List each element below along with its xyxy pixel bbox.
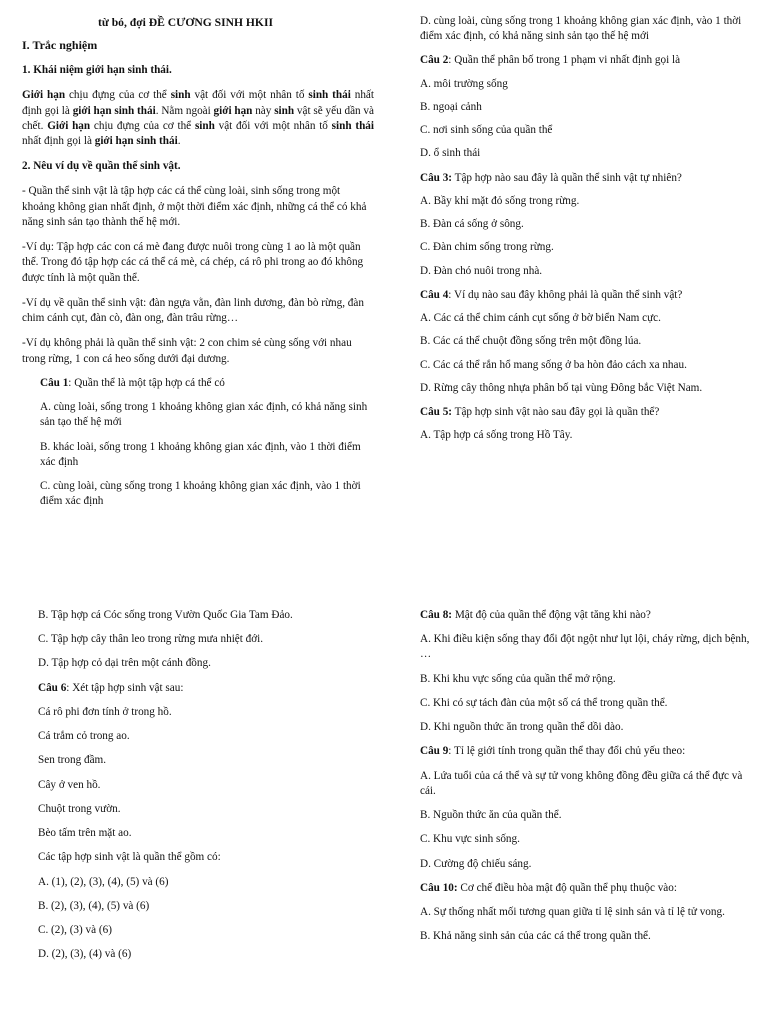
answer-option: D. ổ sinh thái [420,147,481,160]
question-prompt: Các tập hợp sinh vật là quần thể gồm có: [38,851,221,864]
heading-text: 1. Khái niệm giới hạn sinh thái. [22,64,172,77]
question-label: Câu 4 [420,288,449,301]
question-8 [420,608,752,623]
answer-option: B. Đàn cá sống ở sông. [420,218,524,231]
heading-limit-definition [22,63,374,78]
list-item: Cây ở ven hồ. [38,778,101,791]
page1-left-column [22,0,374,509]
example-paragraph: -Ví dụ: Tập hợp các con cá mè đang được nuôi trong cùng 1 ao là một quần thể. Trong đó tập hợp các cá thể cá mè, cá chép, cá rô phi trong ao đó không được tính là một quần thể. [22,241,364,284]
answer-option: A. Lứa tuổi của cá thể và sự tử vong không đồng đều giữa cá thể đực và cái. [420,769,743,797]
question-text: Tập hợp nào sau đây là quần thể sinh vật tự nhiên? [452,171,682,184]
answer-option: C. Các cá thể rắn hổ mang sống ở ba hòn đảo cách xa nhau. [420,358,687,371]
answer-option: B. (2), (3), (4), (5) và (6) [38,899,150,912]
question-label: Câu 10: [420,881,458,894]
question-text: Cơ chế điều hòa mật độ quần thể phụ thuộc vào: [457,881,677,894]
def-text: nhất định gọi là [22,135,95,148]
question-label: Câu 9 [420,745,449,758]
answer-option: A. Các cá thể chim cánh cụt sống ở bờ biển Nam cực. [420,312,661,325]
question-label: Câu 1 [40,376,69,389]
def-text: vật đối với một nhân tố [214,119,332,132]
page1-right-column [420,0,752,443]
question-10 [420,881,752,896]
def-term: sinh [274,104,295,117]
def-text: chịu đựng của cơ thể [65,89,171,102]
answer-option: A. Bầy khỉ mặt đỏ sống trong rừng. [420,194,580,207]
question-text: : Quần thể là một tập hợp cá thể có [68,376,225,389]
answer-option: B. khác loài, sống trong 1 khoảng không gian xác định, vào 1 thời điểm xác định [40,440,361,468]
list-item: Sen trong đầm. [38,754,107,767]
answer-option: A. Khi điều kiện sống thay đổi đột ngột như lụt lội, cháy rừng, dịch bệnh, … [420,633,750,661]
document-page-2 [0,578,768,1024]
question-label: Câu 3: [420,171,453,184]
definition-paragraph [22,88,374,149]
answer-option: C. Đàn chim sống trong rừng. [420,241,554,254]
example-paragraph: -Ví dụ không phải là quần thể sinh vật: 2 con chim sẻ cùng sống với nhau trong rừng, 1 con cá heo sống dưới đại dương. [22,337,352,365]
answer-option: A. cùng loài, sống trong 1 khoảng không gian xác định, có khả năng sinh sản tạo thế hệ mới [40,401,368,429]
example-paragraph: -Ví dụ về quần thể sinh vật: đàn ngựa vằn, đàn linh dương, đàn bò rừng, đàn chim cánh cụt, đàn cò, đàn ong, đàn trâu rừng… [22,296,364,325]
def-text: vật sẽ yếu dần và chết. [22,104,374,132]
question-label: Câu 2 [420,54,449,67]
answer-option: A. môi trường sống [420,77,508,90]
answer-option: D. Tập hợp cỏ dại trên một cánh đồng. [38,657,211,670]
def-term: Giới hạn [22,89,66,102]
question-label: Câu 8: [420,609,453,621]
answer-option: D. cùng loài, cùng sống trong 1 khoảng không gian xác định, vào 1 thời điểm xác định, có khả năng sinh sản tạo thế hệ mới [420,15,742,43]
answer-option: C. Tập hợp cây thân leo trong rừng mưa nhiệt đới. [38,633,264,646]
document-title: từ bó, đợi ĐỀ CƯƠNG SINH HKII [98,16,273,29]
answer-option: B. Tập hợp cá Cóc sống trong Vườn Quốc Gia Tam Đảo. [38,609,293,621]
question-text: : Quần thể phân bố trong 1 phạm vi nhất định gọi là [448,54,681,67]
question-2 [420,53,752,68]
answer-option: D. (2), (3), (4) và (6) [38,948,132,961]
question-5 [420,405,752,420]
section-heading: I. Trắc nghiệm [22,37,98,52]
def-text: vật đối với một nhân tố [190,89,309,102]
population-definition: - Quần thể sinh vật là tập hợp các cá thể cùng loài, sinh sống trong một khoảng không gian nhất định, ở một thời điểm xác định, những cá thể có khả năng sinh sản tạo thành thế hệ mới. [22,185,367,228]
list-item: Bèo tấm trên mặt ao. [38,827,132,840]
question-4 [420,288,752,303]
list-item: Cá trắm cỏ trong ao. [38,730,130,743]
question-9 [420,744,752,759]
page2-left-column [38,578,378,963]
question-label: Câu 5: [420,405,453,418]
question-label: Câu 6 [38,681,67,694]
def-term: giới hạn sinh thái [72,104,156,117]
answer-option: C. Khu vực sinh sống. [420,833,520,846]
question-text: : Tỉ lệ giới tính trong quần thể thay đổi chủ yếu theo: [448,745,686,758]
answer-option: B. Khi khu vực sống của quần thể mở rộng. [420,672,616,685]
answer-option: D. Cường độ chiếu sáng. [420,857,532,870]
def-term: sinh [194,119,215,132]
def-text: . [177,135,181,148]
answer-option: A. Tập hợp cá sống trong Hồ Tây. [420,429,573,442]
answer-option: B. Các cá thể chuột đồng sống trên một đồng lúa. [420,335,642,348]
answer-option: D. Khi nguồn thức ăn trong quần thể dồi dào. [420,721,624,734]
question-6 [38,681,378,696]
answer-option: B. ngoại cảnh [420,100,482,113]
question-text: : Ví dụ nào sau đây không phải là quần thể sinh vật? [448,288,683,301]
def-term: sinh thái [308,89,351,102]
def-term: Giới hạn [47,119,91,132]
def-term: giới hạn [213,104,253,117]
answer-option: A. Sự thống nhất mối tương quan giữa tỉ lệ sinh sản và tỉ lệ tử vong. [420,906,725,919]
page2-right-column [420,578,752,945]
answer-option: C. cùng loài, cùng sống trong 1 khoảng không gian xác định, vào 1 thời điểm xác định [40,480,361,508]
question-1 [40,376,374,391]
def-term: sinh [170,89,191,102]
answer-option: B. Nguồn thức ăn của quần thể. [420,809,562,822]
list-item: Cá rô phi đơn tính ở trong hồ. [38,705,172,718]
answer-option: C. (2), (3) và (6) [38,924,112,937]
def-term: giới hạn sinh thái [94,135,178,148]
def-text: chịu đựng của cơ thể [90,119,195,132]
answer-option: B. Khả năng sinh sản của các cá thể trong quần thể. [420,930,651,943]
question-text: Mật độ của quần thể động vật tăng khi nào? [452,609,651,621]
heading-population-examples: 2. Nêu ví dụ về quần thể sinh vật. [22,160,181,173]
answer-option: D. Rừng cây thông nhựa phân bố tại vùng Đông bắc Việt Nam. [420,381,703,394]
question-3 [420,171,752,186]
def-term: sinh thái [331,119,374,132]
answer-option: D. Đàn chó nuôi trong nhà. [420,264,543,277]
def-text: này [252,104,275,117]
def-text: nhất định gọi là [22,89,375,117]
def-text: . Nằm ngoài [155,104,214,117]
list-item: Chuột trong vườn. [38,802,121,815]
answer-option: C. nơi sinh sống của quần thể [420,124,553,137]
question-text: : Xét tập hợp sinh vật sau: [66,681,184,694]
answer-option: A. (1), (2), (3), (4), (5) và (6) [38,875,169,888]
question-text: Tập hợp sinh vật nào sau đây gọi là quần thể? [452,405,660,418]
answer-option: C. Khi có sự tách đàn của một số cá thể trong quần thể. [420,696,668,709]
